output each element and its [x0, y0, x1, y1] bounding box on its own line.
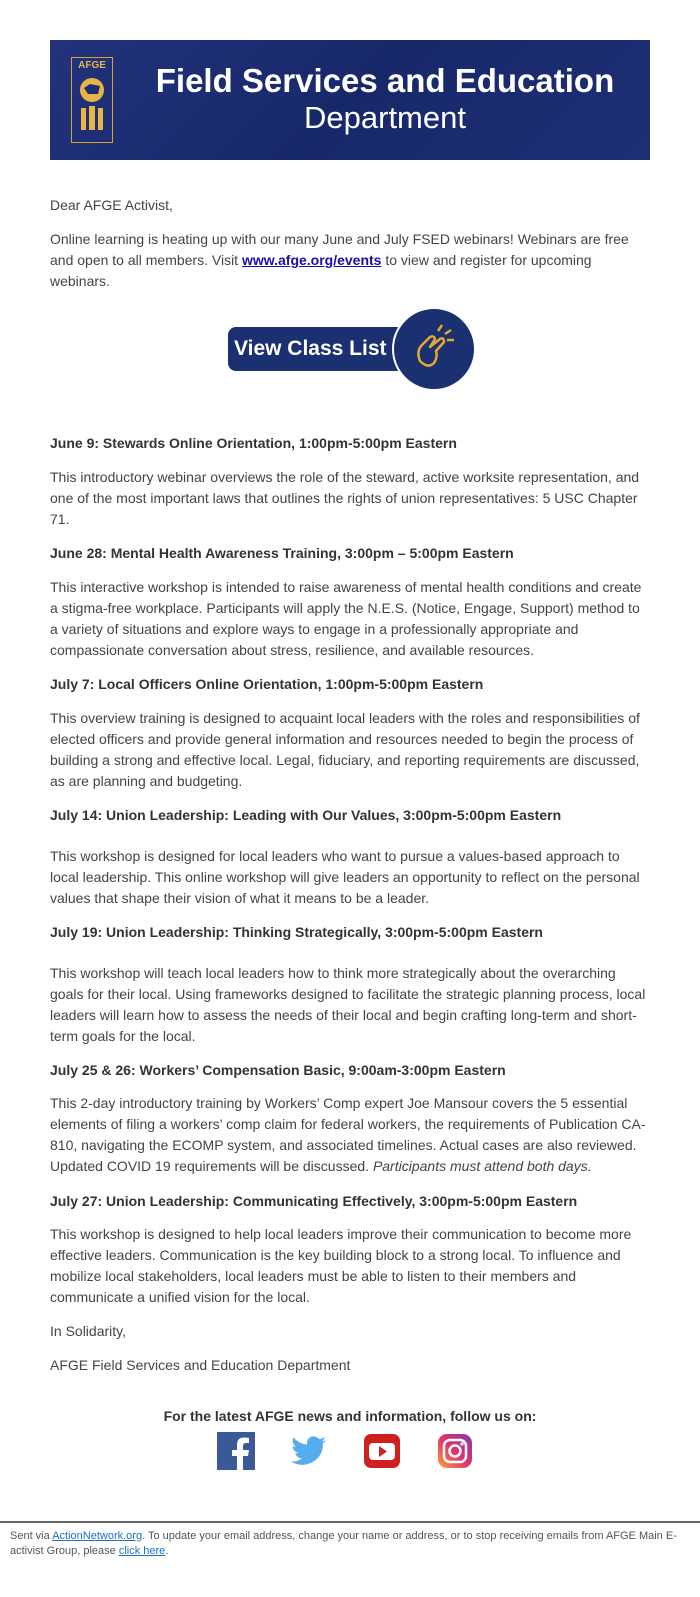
- cta-circle: [392, 307, 476, 391]
- events-link[interactable]: www.afge.org/events: [241, 252, 382, 268]
- afge-logo: AFGE: [71, 57, 113, 143]
- twitter-icon: [290, 1432, 328, 1470]
- youtube-icon: [363, 1432, 401, 1470]
- event-title-5: July 19: Union Leadership: Thinking Strategically, 3:00pm-5:00pm Eastern: [50, 924, 543, 940]
- instagram-link[interactable]: [436, 1432, 474, 1470]
- event-body-7: This workshop is designed to help local leaders improve their communication to become more effective leaders. Communication is the key building block to a strong local. To influence and mobilize local stakeholders, local leaders must be able to listen to their members and communicate a unified vision for the local.: [50, 1226, 632, 1305]
- event-body-6: This 2-day introductory training by Workers’ Comp expert Joe Mansour covers the 5 essential elements of filing a workers’ comp claim for federal workers, the requirements of Publication CA-810, navigating the ECOMP system, and associated timelines. Actual cases are also reviewed. Updated COVID 19 requirements will be discussed. Participants must attend both days.: [50, 1095, 646, 1174]
- email-body: [50, 40, 650, 160]
- greeting: Dear AFGE Activist,: [50, 197, 173, 213]
- instagram-icon: [436, 1432, 474, 1470]
- footer-divider: [0, 1521, 700, 1523]
- follow-heading: For the latest AFGE news and information, follow us on:: [163, 1408, 537, 1424]
- view-class-list-label: View Class List: [228, 327, 438, 371]
- event-body-2: This interactive workshop is intended to raise awareness of mental health conditions and create a stigma-free workplace. Participants will apply the N.E.S. (Notice, Engage, Support) method to a variety of situations and explore ways to engage in a professionally appropriate and compassionate conversation about stress, resilience, and available resources.: [50, 579, 642, 658]
- banner-subtitle: Department: [304, 100, 466, 135]
- footer-text: Sent via ActionNetwork.org. To update your email address, change your name or address, or to stop receiving emails from AFGE Main E-activist Group, please click here.: [10, 1530, 677, 1557]
- event-title-4: July 14: Union Leadership: Leading with Our Values, 3:00pm-5:00pm Eastern: [50, 807, 562, 823]
- banner-title: Field Services and Education: [155, 62, 615, 99]
- intro-paragraph: Online learning is heating up with our many June and July FSED webinars! Webinars are free and open to all members. Visit www.afge.org/events to view and register for upcoming webinars.: [50, 231, 629, 289]
- event-body-5: This workshop will teach local leaders how to think more strategically about the overarching goals for their local. Using frameworks designed to facilitate the strategic planning process, local leaders will learn how to assess the needs of their local and begin crafting long-term and short-term goals for the local.: [50, 965, 646, 1044]
- event-title-7: July 27: Union Leadership: Communicating Effectively, 3:00pm-5:00pm Eastern: [50, 1193, 578, 1209]
- facebook-icon: [217, 1432, 255, 1470]
- view-class-list-button[interactable]: [228, 307, 471, 389]
- event-body-3: This overview training is designed to acquaint local leaders with the roles and responsibilities of elected officers and provide general information and resources needed to begin the process of building a strong and effective local. Legal, fiduciary, and reporting requirements are discussed, as are planning and budgeting.: [50, 710, 640, 789]
- event-title-1: June 9: Stewards Online Orientation, 1:00pm-5:00pm Eastern: [50, 435, 457, 451]
- header-banner: [50, 40, 650, 160]
- youtube-link[interactable]: [363, 1432, 401, 1470]
- finger-snap-icon: [394, 309, 470, 385]
- twitter-link[interactable]: [290, 1432, 328, 1470]
- closing: In Solidarity,: [50, 1323, 126, 1339]
- actionnetwork-link[interactable]: ActionNetwork.org: [52, 1530, 143, 1542]
- event-title-6: July 25 & 26: Workers’ Compensation Basic, 9:00am-3:00pm Eastern: [50, 1062, 506, 1078]
- event-body-4: This workshop is designed for local leaders who want to pursue a values-based approach to local leadership. This online workshop will give leaders an opportunity to reflect on the personal values that shape their vision of what it means to be a leader.: [50, 848, 640, 906]
- unsubscribe-link[interactable]: click here: [118, 1545, 166, 1557]
- facebook-link[interactable]: [217, 1432, 255, 1470]
- event-title-3: July 7: Local Officers Online Orientation, 1:00pm-5:00pm Eastern: [50, 676, 484, 692]
- union-emblem-icon: [72, 72, 112, 142]
- event-body-1: This introductory webinar overviews the role of the steward, active worksite representation, and one of the most important laws that outlines the rights of union representatives: 5 USC Chapter 71.: [50, 469, 640, 527]
- signature: AFGE Field Services and Education Department: [50, 1357, 351, 1373]
- event-title-2: June 28: Mental Health Awareness Training, 3:00pm – 5:00pm Eastern: [50, 545, 514, 561]
